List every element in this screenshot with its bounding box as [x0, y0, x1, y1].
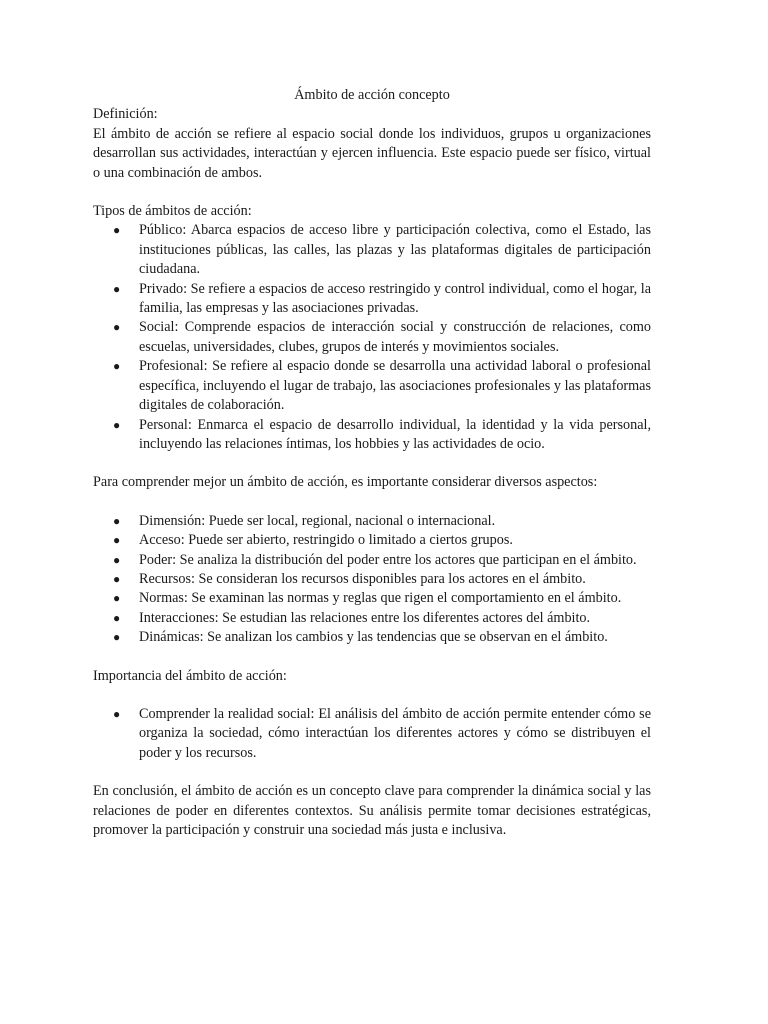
list-item-text: Profesional: Se refiere al espacio donde se desarrolla una actividad laboral o profesional específica, incluyendo el lugar de trabajo, las asociaciones profesionales y las plataformas digitales de colaboración. — [139, 358, 651, 414]
list-item — [93, 589, 651, 608]
aspects-list — [93, 512, 651, 648]
list-item — [93, 705, 651, 763]
spacer — [93, 493, 651, 512]
bullet-icon: ● — [113, 359, 121, 374]
list-item-text: Recursos: Se consideran los recursos disponibles para los actores en el ámbito. — [139, 570, 586, 587]
list-item-text: Privado: Se refiere a espacios de acceso restringido y control individual, como el hogar, la familia, las empresas y las asociaciones privadas. — [139, 280, 651, 317]
list-item-text: Personal: Enmarca el espacio de desarrollo individual, la identidad y la vida personal, incluyendo las relaciones íntimas, los hobbies y las actividades de ocio. — [139, 416, 651, 452]
bullet-icon: ● — [113, 630, 121, 645]
bullet-icon: ● — [113, 513, 121, 528]
list-item-text: Poder: Se analiza la distribución del poder entre los actores que participan en el ámbito. — [139, 551, 637, 568]
spacer — [93, 183, 651, 202]
conclusion-text: En conclusión, el ámbito de acción es un concepto clave para comprender la dinámica social y las relaciones de poder en diferentes contextos. Su análisis permite tomar decisiones estratégicas, promover la participación y construir una sociedad más justa e inclusiva. — [93, 783, 651, 838]
document-page — [93, 86, 651, 840]
importance-heading: Importancia del ámbito de acción: — [93, 667, 287, 684]
list-item-text: Dinámicas: Se analizan los cambios y las tendencias que se observan en el ámbito. — [139, 629, 608, 646]
bullet-icon: ● — [113, 417, 121, 432]
list-item-text: Público: Abarca espacios de acceso libre y participación colectiva, como el Estado, las instituciones públicas, las calles, las plazas y las plataformas digitales de participación ciudadana. — [139, 222, 651, 278]
list-item — [93, 221, 651, 279]
list-item — [93, 551, 651, 570]
list-item — [93, 628, 651, 647]
types-heading: Tipos de ámbitos de acción: — [93, 203, 252, 220]
spacer — [93, 648, 651, 667]
definition-heading: Definición: — [93, 106, 158, 123]
spacer — [93, 454, 651, 473]
list-item — [93, 531, 651, 550]
bullet-icon: ● — [113, 320, 121, 335]
list-item — [93, 318, 651, 357]
spacer — [93, 686, 651, 705]
bullet-icon: ● — [113, 571, 121, 586]
types-list — [93, 221, 651, 454]
bullet-icon: ● — [113, 552, 121, 567]
aspects-intro: Para comprender mejor un ámbito de acción, es importante considerar diversos aspectos: — [93, 474, 598, 491]
list-item-text: Comprender la realidad social: El análisis del ámbito de acción permite entender cómo se organiza la sociedad, cómo interactúan los diferentes actores y cómo se distribuyen el poder y los recursos. — [139, 705, 651, 761]
document-title: Ámbito de acción concepto — [294, 87, 450, 103]
list-item-text: Acceso: Puede ser abierto, restringido o limitado a ciertos grupos. — [139, 532, 513, 549]
list-item-text: Normas: Se examinan las normas y reglas que rigen el comportamiento en el ámbito. — [139, 590, 622, 607]
bullet-icon: ● — [113, 223, 121, 238]
bullet-icon: ● — [113, 610, 121, 625]
list-item — [93, 609, 651, 628]
list-item — [93, 280, 651, 319]
list-item — [93, 416, 651, 455]
importance-list — [93, 705, 651, 763]
list-item — [93, 512, 651, 531]
bullet-icon: ● — [113, 706, 121, 721]
list-item-text: Interacciones: Se estudian las relaciones entre los diferentes actores del ámbito. — [139, 609, 591, 626]
spacer — [93, 763, 651, 782]
definition-text: El ámbito de acción se refiere al espacio social donde los individuos, grupos u organizaciones desarrollan sus actividades, interactúan y ejercen influencia. Este espacio puede ser físico, virtual o una combinación de ambos. — [93, 125, 651, 181]
bullet-icon: ● — [113, 533, 121, 548]
list-item-text: Dimensión: Puede ser local, regional, nacional o internacional. — [139, 512, 496, 529]
bullet-icon: ● — [113, 281, 121, 296]
list-item — [93, 570, 651, 589]
list-item-text: Social: Comprende espacios de interacción social y construcción de relaciones, como escuelas, universidades, clubes, grupos de interés y movimientos sociales. — [139, 319, 651, 355]
bullet-icon: ● — [113, 591, 121, 606]
list-item — [93, 357, 651, 415]
